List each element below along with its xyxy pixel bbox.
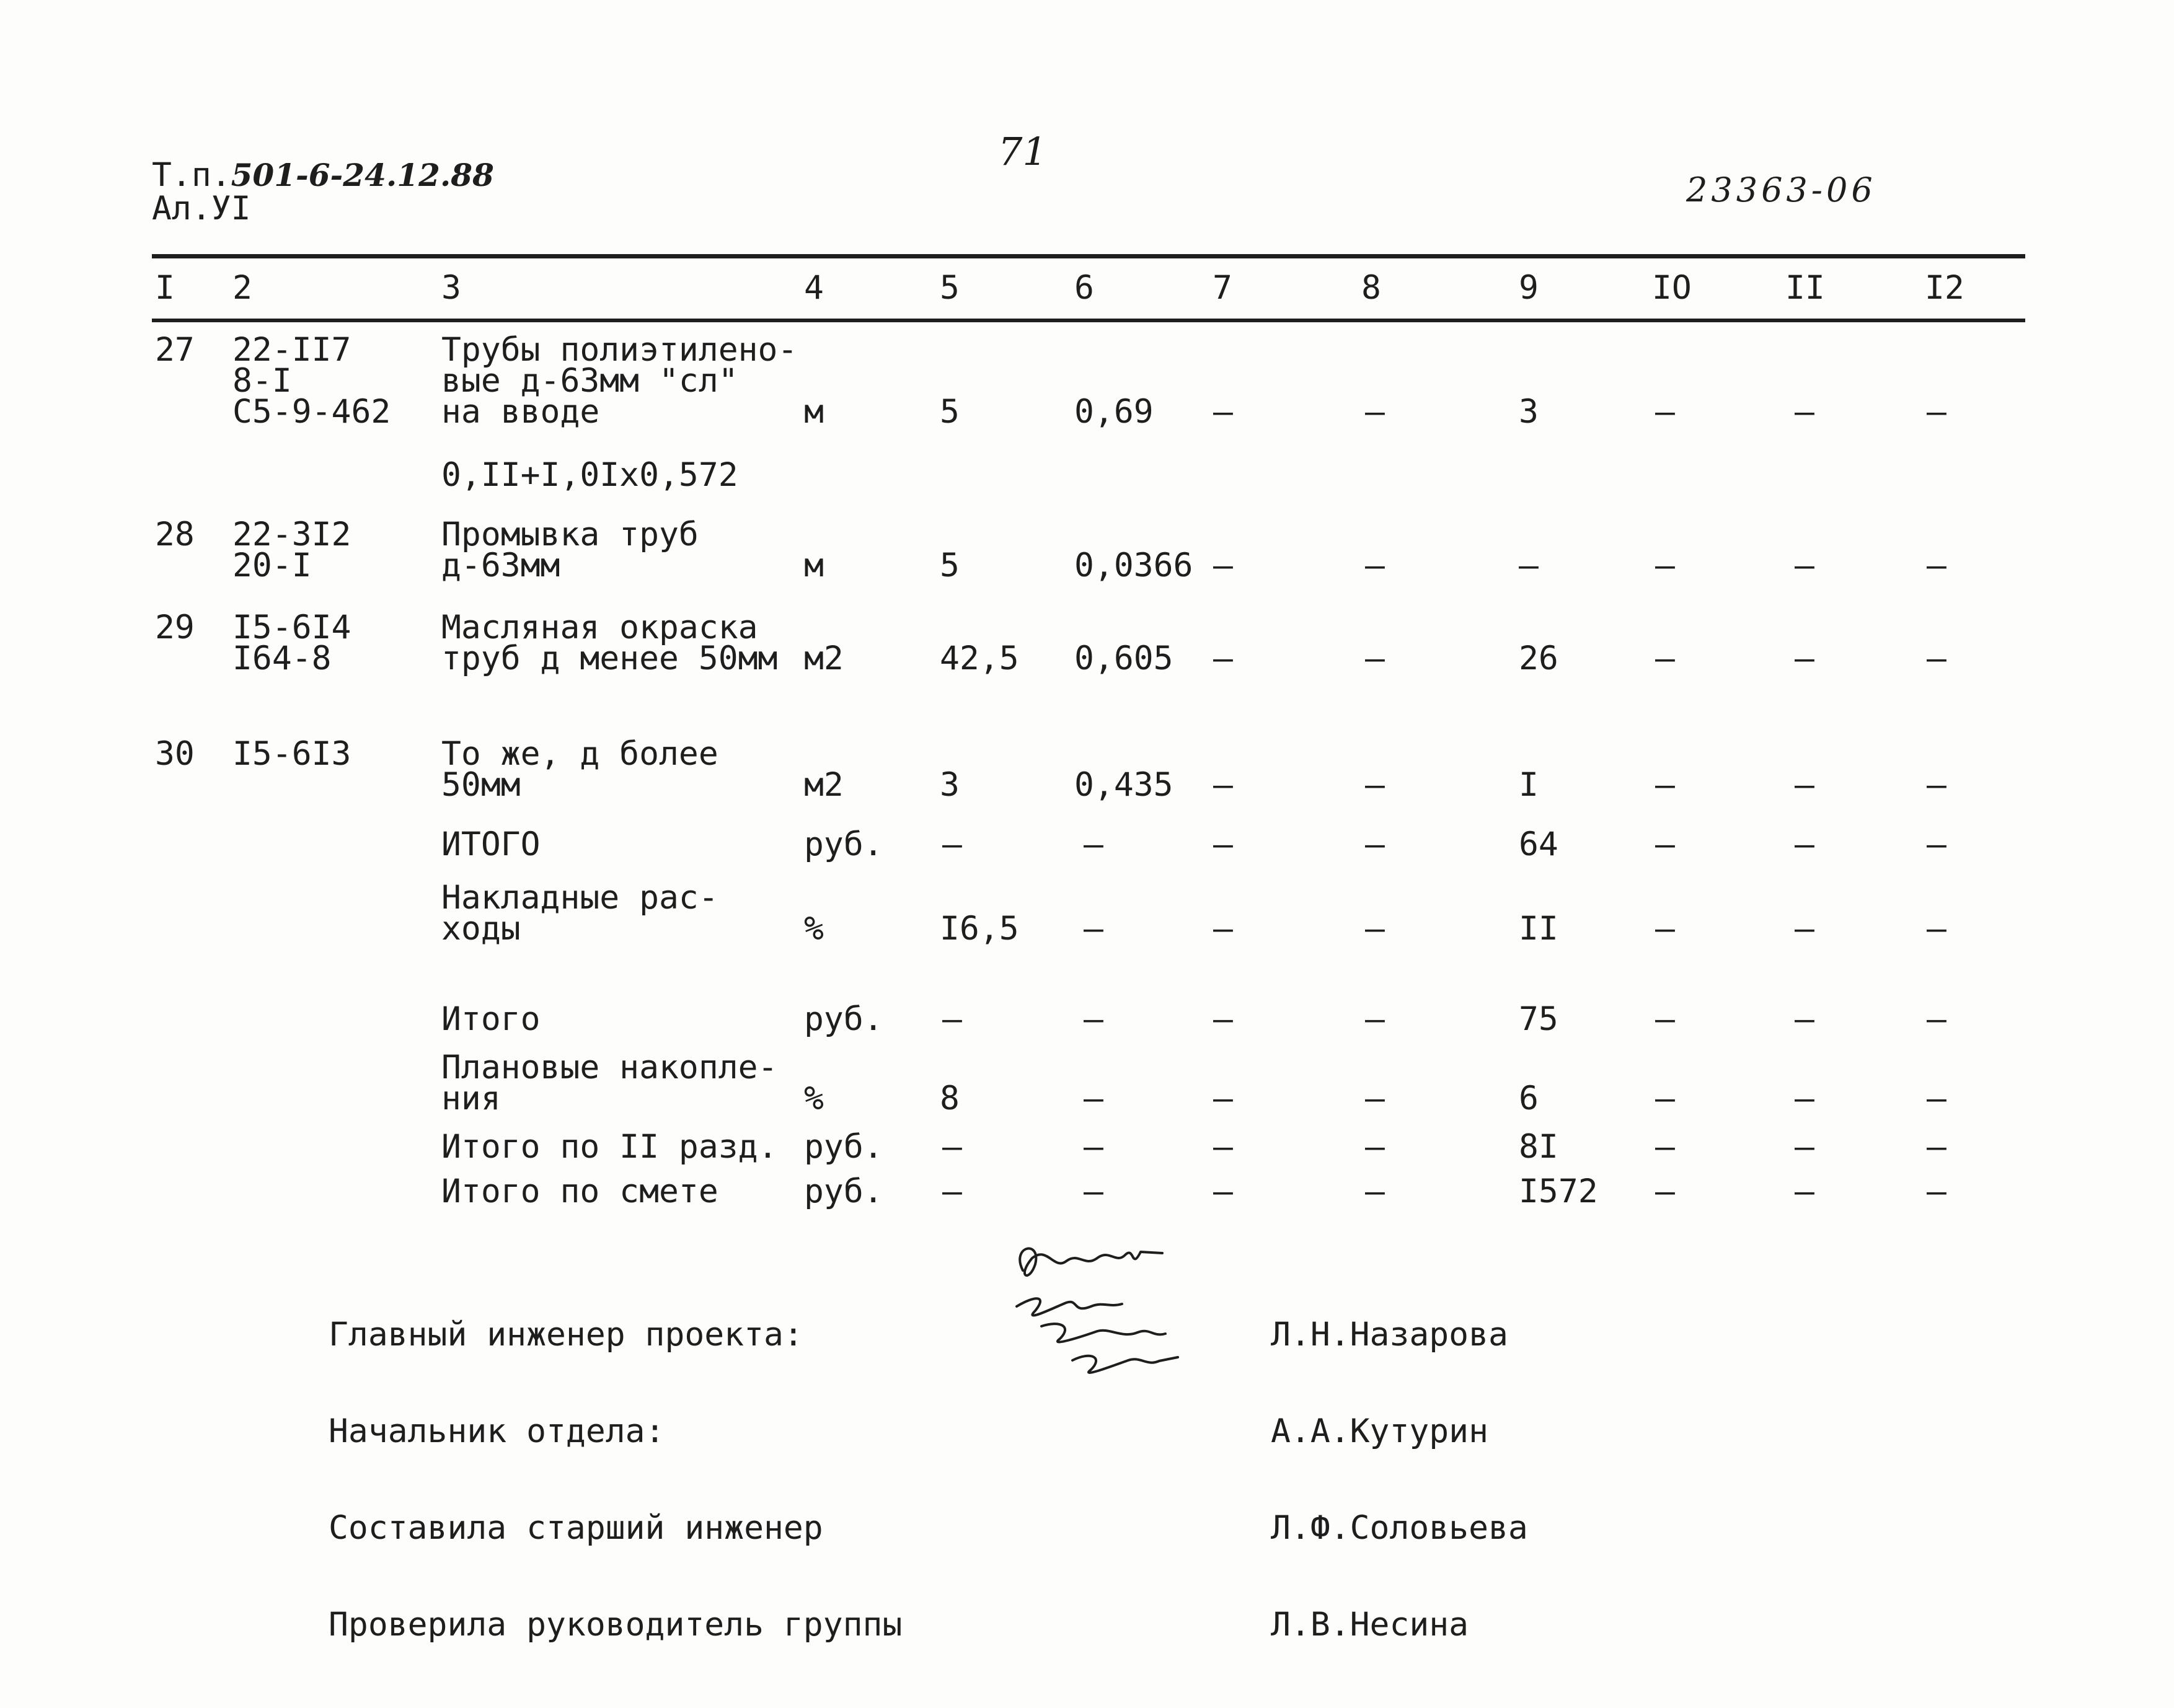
table-cell-col-6: – (1084, 1080, 1103, 1117)
table-cell-col-10: – (1655, 1173, 1675, 1210)
table-cell-col-4: м2 (804, 640, 844, 677)
table-cell-col-12: – (1927, 766, 1946, 804)
table-cell-col-4: руб. (804, 1128, 883, 1166)
table-cell-col-10: – (1655, 1000, 1675, 1038)
table-cell-col-11: – (1795, 1000, 1814, 1038)
table-cell-col-7: – (1213, 1128, 1233, 1166)
table-cell-col-6: 0,0366 (1074, 547, 1193, 584)
role-compiled-by: Составила старший инженер (329, 1509, 823, 1547)
table-cell-col-11: – (1795, 910, 1814, 948)
table-cell-col-7: – (1213, 1000, 1233, 1038)
table-cell-col-12: – (1927, 547, 1946, 584)
table-cell-col-5: 5 (940, 547, 960, 584)
table-cell-col-8: – (1365, 1128, 1385, 1166)
table-cell-col-7: – (1213, 766, 1233, 804)
table-cell-col-6: – (1084, 825, 1103, 863)
table-cell-col-10: – (1655, 640, 1675, 677)
role-chief-engineer: Главный инженер проекта: (329, 1316, 803, 1354)
table-cell-col-3: Итого по II разд. (441, 1128, 778, 1166)
role-checked-by: Проверила руководитель группы (329, 1606, 903, 1644)
table-cell-col-5: – (942, 1000, 962, 1038)
table-cell-col-11: – (1795, 547, 1814, 584)
document-code: 23363-06 (1686, 170, 1876, 209)
table-cell-col-6: 0,605 (1074, 640, 1173, 677)
table-cell-col-6: – (1084, 1173, 1103, 1210)
table-cell-col-2: I5-6I4 I64-8 (232, 609, 351, 677)
table-cell-col-8: – (1365, 766, 1385, 804)
table-cell-col-7: – (1213, 393, 1233, 431)
table-cell-col-9: I572 (1519, 1173, 1598, 1210)
table-cell-col-12: – (1927, 393, 1946, 431)
handwritten-signatures (998, 1233, 1258, 1394)
table-cell-col-11: – (1795, 640, 1814, 677)
table-cell-col-7: – (1213, 1173, 1233, 1210)
table-cell-col-12: – (1927, 910, 1946, 948)
table-cell-col-3: Накладные рас- ходы (441, 879, 718, 948)
table-cell-col-12: – (1927, 1080, 1946, 1117)
table-cell-col-12: – (1927, 1000, 1946, 1038)
tp-prefix: Т.п. (152, 156, 231, 194)
table-cell-col-4: м (804, 547, 824, 584)
table-cell-col-5: – (942, 825, 962, 863)
table-cell-col-3: Итого (441, 1000, 541, 1038)
table-cell-col-9: 3 (1519, 393, 1539, 431)
table-cell-col-3: Итого по смете (441, 1173, 718, 1210)
table-top-rule (152, 254, 2025, 258)
table-cell-col-10: – (1655, 766, 1675, 804)
table-cell-col-4: руб. (804, 1000, 883, 1038)
table-cell-col-12: – (1927, 1173, 1946, 1210)
tp-number: 501-6-24.12.88 (231, 157, 494, 193)
table-cell-col-5: 8 (940, 1080, 960, 1117)
table-header-rule (152, 319, 2025, 322)
table-cell-col-6: 0,435 (1074, 766, 1173, 804)
album-label: Ал.УI (152, 190, 251, 227)
table-cell-col-9: 75 (1519, 1000, 1558, 1038)
column-header-10: IO (1652, 269, 1692, 307)
table-cell-col-2: 22-II7 8-I С5-9-462 (232, 331, 391, 431)
table-cell-col-3: ИТОГО (441, 825, 541, 863)
table-cell-col-8: – (1365, 393, 1385, 431)
table-cell-col-11: – (1795, 1173, 1814, 1210)
table-cell-col-9: 26 (1519, 640, 1558, 677)
table-cell-col-4: м2 (804, 766, 844, 804)
table-cell-col-8: – (1365, 1000, 1385, 1038)
table-cell-col-12: – (1927, 1128, 1946, 1166)
table-cell-col-10: – (1655, 910, 1675, 948)
table-cell-col-6: – (1084, 1128, 1103, 1166)
signature-names (1271, 1254, 1528, 1706)
column-header-7: 7 (1213, 269, 1232, 307)
table-cell-col-10: – (1655, 825, 1675, 863)
table-cell-col-9: 8I (1519, 1128, 1558, 1166)
table-cell-col-5: 3 (940, 766, 960, 804)
table-cell-col-8: – (1365, 1080, 1385, 1117)
table-cell-col-8: – (1365, 910, 1385, 948)
table-cell-col-9: 6 (1519, 1080, 1539, 1117)
table-cell-col-1: 27 (155, 331, 195, 369)
table-cell-col-3: 0,II+I,0Iх0,572 (441, 456, 738, 494)
table-cell-col-5: – (942, 1128, 962, 1166)
page-number: 71 (998, 129, 1047, 174)
table-cell-col-6: – (1084, 1000, 1103, 1038)
table-cell-col-5: I6,5 (940, 910, 1019, 948)
table-cell-col-3: Плановые накопле- ния (441, 1049, 778, 1117)
table-cell-col-5: – (942, 1173, 962, 1210)
table-cell-col-5: 5 (940, 393, 960, 431)
table-cell-col-8: – (1365, 1173, 1385, 1210)
table-cell-col-4: руб. (804, 825, 883, 863)
table-cell-col-9: I (1519, 766, 1539, 804)
table-cell-col-5: 42,5 (940, 640, 1019, 677)
tp-label (152, 156, 494, 194)
table-cell-col-7: – (1213, 910, 1233, 948)
column-header-2: 2 (232, 269, 252, 307)
table-cell-col-7: – (1213, 825, 1233, 863)
table-cell-col-12: – (1927, 825, 1946, 863)
table-cell-col-11: – (1795, 1128, 1814, 1166)
role-department-head: Начальник отдела: (329, 1412, 665, 1450)
name-kuturin: А.А.Кутурин (1271, 1412, 1488, 1450)
table-cell-col-1: 28 (155, 516, 195, 553)
table-cell-col-10: – (1655, 393, 1675, 431)
table-cell-col-4: % (804, 1080, 824, 1117)
table-cell-col-1: 30 (155, 735, 195, 773)
table-cell-col-3: Трубы полиэтилено- вые д-63мм "сл" на вводе (441, 331, 798, 431)
table-cell-col-11: – (1795, 766, 1814, 804)
table-cell-col-2: I5-6I3 (232, 735, 351, 773)
column-header-1: I (155, 269, 175, 307)
column-header-9: 9 (1519, 269, 1539, 307)
table-cell-col-8: – (1365, 825, 1385, 863)
table-cell-col-4: руб. (804, 1173, 883, 1210)
table-cell-col-10: – (1655, 1080, 1675, 1117)
table-cell-col-3: То же, д более 50мм (441, 735, 718, 804)
table-cell-col-7: – (1213, 1080, 1233, 1117)
column-header-6: 6 (1074, 269, 1094, 307)
table-cell-col-2: 22-3I2 20-I (232, 516, 351, 584)
table-cell-col-9: – (1519, 547, 1539, 584)
name-nazarova: Л.Н.Назарова (1271, 1316, 1508, 1354)
table-cell-col-8: – (1365, 640, 1385, 677)
column-header-5: 5 (940, 269, 960, 307)
column-header-12: I2 (1925, 269, 1964, 307)
signature-roles (329, 1254, 902, 1706)
column-header-3: 3 (441, 269, 461, 307)
column-header-11: II (1785, 269, 1825, 307)
table-cell-col-9: 64 (1519, 825, 1558, 863)
name-nesina: Л.В.Несина (1271, 1606, 1469, 1644)
table-cell-col-11: – (1795, 393, 1814, 431)
table-cell-col-10: – (1655, 1128, 1675, 1166)
table-cell-col-7: – (1213, 640, 1233, 677)
table-cell-col-7: – (1213, 547, 1233, 584)
table-cell-col-4: м (804, 393, 824, 431)
table-cell-col-12: – (1927, 640, 1946, 677)
table-cell-col-1: 29 (155, 609, 195, 646)
table-cell-col-3: Масляная окраска труб д менее 50мм (441, 609, 778, 677)
table-cell-col-3: Промывка труб д-63мм (441, 516, 699, 584)
table-cell-col-6: 0,69 (1074, 393, 1154, 431)
table-cell-col-6: – (1084, 910, 1103, 948)
table-cell-col-8: – (1365, 547, 1385, 584)
column-header-8: 8 (1361, 269, 1381, 307)
table-cell-col-11: – (1795, 825, 1814, 863)
table-cell-col-11: – (1795, 1080, 1814, 1117)
name-solovieva: Л.Ф.Соловьева (1271, 1509, 1528, 1547)
column-header-4: 4 (804, 269, 824, 307)
table-cell-col-4: % (804, 910, 824, 948)
table-cell-col-9: II (1519, 910, 1558, 948)
table-cell-col-10: – (1655, 547, 1675, 584)
